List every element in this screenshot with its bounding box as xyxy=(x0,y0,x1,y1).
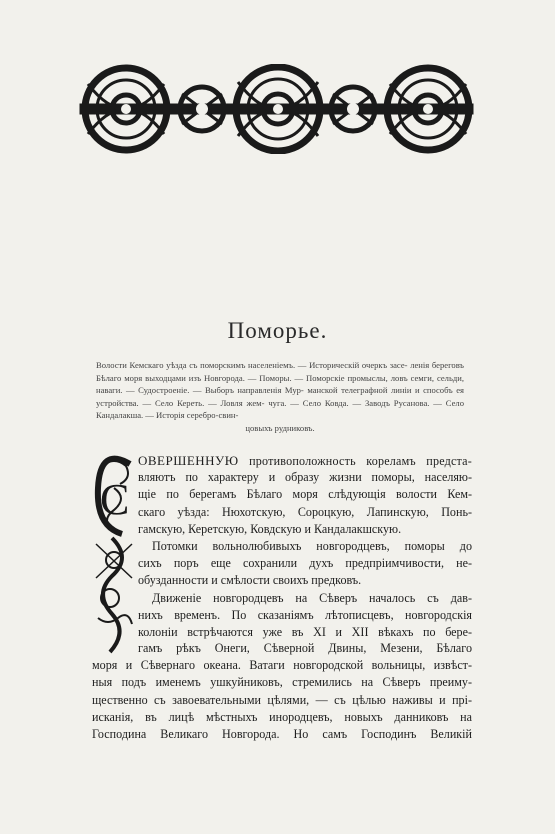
body-line: гамъ рѣкъ Онеги, Сѣверной Двины, Мезени, Бѣлаго xyxy=(138,641,472,655)
body-text-indented xyxy=(138,452,472,641)
body-line: скаго уѣзда: Нюхотскую, Сороцкую, Лапинскую, Понь- xyxy=(138,504,472,519)
drop-cap-letter: С xyxy=(100,475,130,524)
first-line-rest: противоположность кореламъ предста- xyxy=(249,454,472,468)
body-text-full xyxy=(92,640,472,743)
summary-line: чуга. — Село Ковда. — Заводъ Русанова. — Село Кандалакша. — Исторія серебро-свин- xyxy=(96,397,464,421)
summary-line: Волости Кемскаго уѣзда съ поморскимъ населеніемъ. — Историческій очеркъ засе- xyxy=(96,360,408,370)
body-line: моря и Сѣвернаго океана. Ватаги новгородской вольницы, извѣст- xyxy=(92,658,472,673)
body-line: Господина Великаго Новгорода. Но самъ Господинъ Великій xyxy=(92,726,472,741)
body-line: нихъ временъ. По сказаніямъ лѣтописцевъ, новгородскія xyxy=(138,607,472,622)
celtic-knot-headpiece xyxy=(78,64,475,154)
summary-line: промыслы, ловъ семги, сельди, наваги. — Судостроеніе. — Выборъ направленія Мур- xyxy=(96,372,465,396)
body-line: исканія, въ лицѣ мѣстныхъ инородцевъ, новыхъ данниковъ на xyxy=(92,709,472,724)
body-line: обузданности и смѣлости своихъ предковъ. xyxy=(138,573,362,588)
body-line: гамскую, Керетскую, Ковдскую и Кандалакшскую. xyxy=(138,521,402,536)
body-line: сихъ поръ еще сохранили духъ предпріимчивости, не- xyxy=(138,556,472,571)
body-line: Движеніе новгородцевъ на Сѣверъ началось съ дав- xyxy=(152,590,472,605)
chapter-summary xyxy=(96,359,464,435)
body-line: щественно съ завоевательными цѣлями, — съ цѣлью наживы и прі- xyxy=(92,692,472,707)
body-line: щіе по берегамъ Бѣлаго моря слѣдующія волости Кем- xyxy=(138,487,472,502)
body-line-first xyxy=(138,452,472,469)
summary-line: манской телеграфной линіи и способъ ея устройства. — Село Кереть. — Ловля жем- xyxy=(96,385,464,408)
first-word: ОВЕРШЕННУЮ xyxy=(138,453,239,468)
body-line: ныя подъ именемъ ушкуйниковъ, стремились на Сѣверъ преиму- xyxy=(92,675,472,690)
body-line: колоніи встрѣчаются уже въ XI и XII вѣкахъ по бере- xyxy=(138,624,472,639)
summary-line: ленія береговъ Бѣлаго моря выходцами изъ Новгорода. — Поморы. — Поморскіе xyxy=(96,360,464,383)
summary-line: цовыхъ рудниковъ. xyxy=(245,422,315,433)
chapter-title: Поморье. xyxy=(227,318,328,343)
ornamental-initial-letter xyxy=(92,448,136,656)
body-line: вляютъ по характеру и образу жизни поморы, населяю- xyxy=(138,470,472,485)
body-line: Потомки вольнолюбивыхъ новгородцевъ, поморы до xyxy=(152,538,472,553)
